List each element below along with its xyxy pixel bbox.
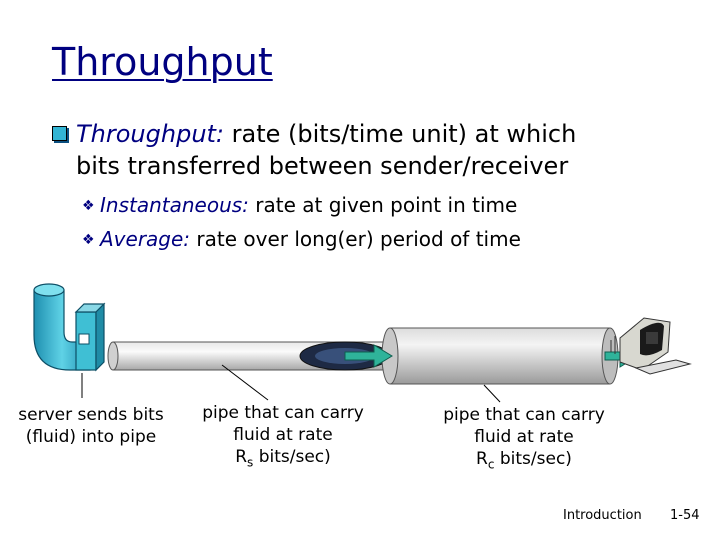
- bullet-text-1: rate (bits/time unit) at which: [224, 120, 577, 148]
- bullet-term: Throughput:: [76, 120, 225, 148]
- diamond-bullet-icon: ❖: [82, 198, 95, 214]
- slide-title: Throughput: [52, 40, 273, 84]
- square-bullet-icon: [52, 126, 67, 141]
- pipe-s-label: pipe that can carry fluid at rate $R_s$ bits/sec): [202, 403, 364, 470]
- pipe-c-label: pipe that can carry fluid at rate $R_c$ bits/sec): [443, 405, 605, 472]
- diamond-bullet-icon: ❖: [82, 232, 95, 248]
- subbullet-average: [82, 226, 521, 253]
- pipe-diagram: [0, 270, 720, 410]
- server-icon: [76, 304, 104, 370]
- pipe-c-pointer-line: [484, 385, 500, 402]
- subbullet-term: Average:: [100, 227, 191, 251]
- subbullet-text: rate at given point in time: [248, 193, 518, 217]
- footer-section: Introduction: [563, 508, 642, 523]
- subbullet-instantaneous: [82, 192, 517, 219]
- bullet-text-2: bits transferred between sender/receiver: [76, 152, 569, 180]
- server-label: server sends bits (fluid) into pipe: [18, 405, 164, 447]
- subbullet-text: rate over long(er) period of time: [190, 227, 521, 251]
- footer-page-number: 1-54: [670, 508, 700, 523]
- wide-pipe: [382, 328, 618, 384]
- subbullet-term: Instantaneous:: [100, 193, 249, 217]
- main-bullet: [52, 118, 672, 182]
